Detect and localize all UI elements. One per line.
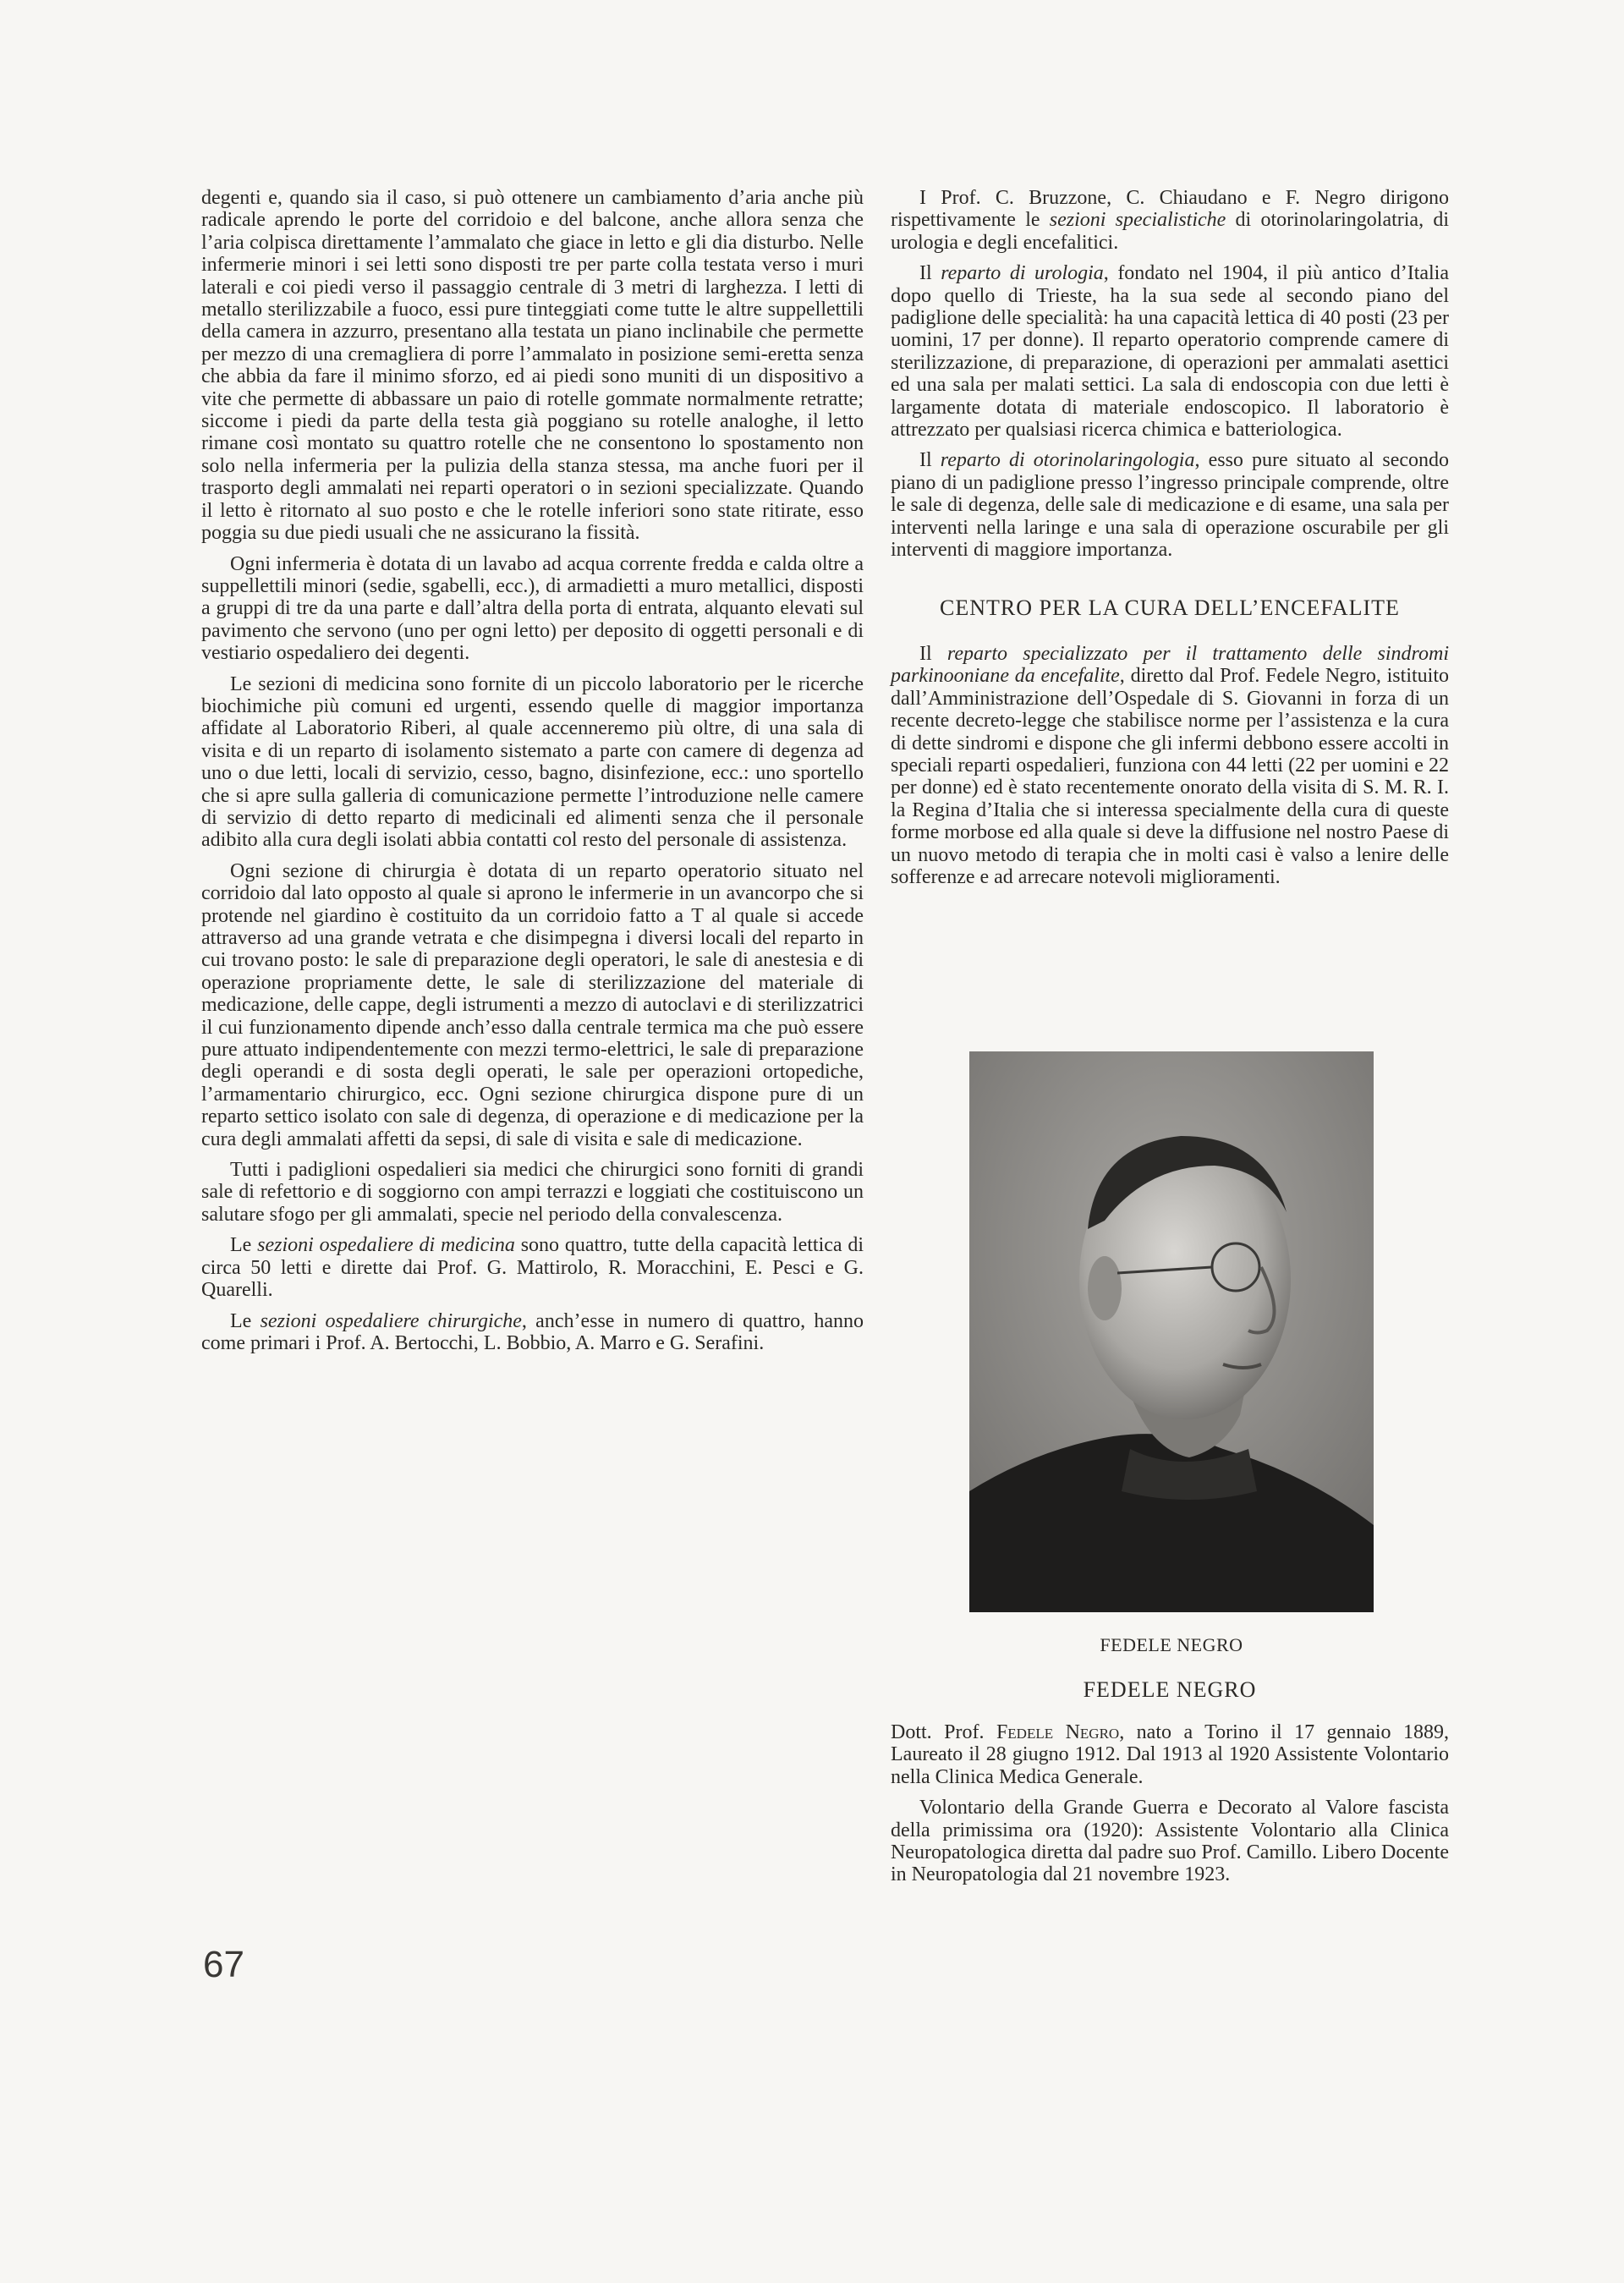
text-run: , diretto dal Prof. Fedele Negro, istituito dall’Amministrazione dell’Ospedale di S. Giovanni in forza di un recente decreto-legge che stabilisce norme per l’assistenza e la cura di dette sindromi e dispone che gli infermi debbono essere accolti in speciali reparti ospedalieri, funziona con 44 letti (22 per uomini e 22 per donne) ed è stato recentemente onorato della visita di S. M. R. I. la Regina d’Italia che si interessa specialmente della cura di queste forme morbose ed alla quale si deve la diffusione nel nostro Paese di un nuovo metodo di terapia che in molti casi è valso a lenire delle sofferenze e ad arrecare notevoli miglioramenti. — [891, 665, 1449, 888]
paragraph: Tutti i padiglioni ospedalieri sia medici che chirurgici sono forniti di grandi sale di refettorio e di soggiorno con ampi terrazzi e loggiati che costituiscono un salutare sfogo per gli ammalati, specie nel periodo della convalescenza. — [201, 1159, 864, 1226]
paragraph: Le sezioni di medicina sono fornite di un piccolo laboratorio per le ricerche biochimiche più comuni ed urgenti, essendo quelle di maggior importanza affidate al Laboratorio Riberi, al quale accenneremo più oltre, di una sala di visita e di un reparto di isolamento sistemato a parte con camere di degenza ad uno o due letti, locali di servizio, cesso, bagno, disinfezione, ecc.: uno sportello che si apre sulla galleria di comunicazione permette l’introduzione nelle camere di servizio di detto reparto di medicinali ed alimenti senza che il personale adibito alla cura degli isolati abbia contatti col resto del personale di assistenza. — [201, 672, 864, 852]
text-run: Il — [919, 449, 941, 472]
paragraph: degenti e, quando sia il caso, si può ottenere un cambiamento d’aria anche più radicale aprendo le porte del corridoio e del balcone, anche allora senza che l’aria colpisca direttamente l’ammalato che giace in letto e gli dia disturbo. Nelle infermerie minori i sei letti sono disposti tre per parte colla testata verso i muri laterali e coi piedi verso il passaggio centrale di 3 metri di larghezza. I letti di metallo sterilizzabile a fuoco, essi pure tinteggiati come tutte le altre suppellettili della camera in azzurro, presentano alla testata un piano inclinabile che permette per mezzo di una cremagliera di porre l’ammalato in posizione semi-eretta senza che abbia da fare il minimo sforzo, ed ai piedi sono muniti di un dispositivo a vite che permette di abbassare un paio di rotelle gommate normalmente retratte; siccome i piedi da parte della testa già poggiano su rotelle analoghe, il letto rimane così montato su quattro rotelle che ne consentono lo spostamento non solo nella infermeria per la pulizia della stanza stessa, ma anche fuori per il trasporto degli ammalati nei reparti operatori o in sezioni specializzate. Quando il letto è ritornato al suo posto e che le rotelle inferiori sono state ritirate, esso poggia su due piedi usuali che ne assicurano la fissità. — [201, 187, 864, 545]
italic-term: sezioni specialistiche — [1049, 209, 1226, 232]
bio-heading: FEDELE NEGRO — [1083, 1677, 1257, 1702]
section-heading: CENTRO PER LA CURA DELL’ENCEFALITE — [940, 595, 1400, 620]
right-text-column — [891, 187, 1449, 897]
portrait-illustration — [969, 1051, 1374, 1612]
italic-term: sezioni ospedaliere di medicina — [257, 1234, 515, 1257]
text-run: Le — [230, 1309, 261, 1332]
paragraph — [201, 1310, 864, 1355]
italic-term: reparto di urologia — [941, 262, 1104, 285]
paragraph — [891, 262, 1449, 441]
text-run: , esso pure situato al secondo piano di un padiglione presso l’ingresso principale comprende, oltre le sale di degenza, delle sale di medicazione e di esame, una sala per interventi nella laringe e una sala di operazione oscurabile per gli interventi di maggiore importanza. — [891, 449, 1449, 562]
italic-term: reparto specializzato per il trattamento delle sindromi parkinooniane da encefalite — [891, 642, 1449, 688]
left-text-column — [201, 187, 864, 1363]
page-number: 67 — [203, 1944, 244, 1985]
text-run: Il — [919, 642, 947, 665]
text-run: , fondato nel 1904, il più antico d’Italia dopo quello di Trieste, ha la sua sede al secondo piano del padiglione delle specialità: ha una capacità lettica di 40 posti (23 per uomini, 17 per donne). Il reparto operatorio comprende camere di sterilizzazione, di preparazione, di operazioni per ammalati asettici ed una sala per malati settici. La sala di endoscopia con due letti è largamente dotata di materiale endoscopico. Il laboratorio è attrezzato per qualsiasi ricerca chimica e batteriologica. — [891, 262, 1449, 442]
photo-caption: FEDELE NEGRO — [1100, 1634, 1243, 1655]
paragraph: Ogni sezione di chirurgia è dotata di un reparto operatorio situato nel corridoio dal lato opposto al quale si aprono le infermerie in un avancorpo che si protende nel giardino è costituito da un corridoio fatto a T al quale si accede attraverso ad una grande vetrata e che disimpegna i diversi locali del reparto in cui trovano posto: le sale di preparazione degli operatori, le sale di anestesia e di operazione propriamente dette, le sale di sterilizzazione del materiale di medicazione, delle cappe, degli istrumenti a mezzo di autoclavi e di sterilizzatrici il cui funzionamento dipende anch’esso dalla centrale termica ma che può essere pure attuato indipendentemente con mezzi termo-elettrici, le sale di preparazione degli operandi e di sosta degli operati, le sale per operazioni ortopediche, l’armamentario chirurgico, ecc. Ogni sezione chirurgica dispone pure di un reparto settico isolato con sale di degenza, di operazione e di medicazione per la cura degli ammalati affetti da sepsi, di sale di visita e sale di medicazione. — [201, 859, 864, 1150]
text-run: Le — [230, 1234, 258, 1257]
person-name: Fedele Negro — [996, 1721, 1120, 1743]
italic-term: reparto di otorinolaringologia — [940, 449, 1195, 472]
text-run: sono quattro, tutte della capacità lettica di circa 50 letti e dirette dai Prof. G. Mattirolo, R. Moracchini, E. Pesci e G. Quarelli. — [201, 1234, 864, 1302]
paragraph — [891, 187, 1449, 254]
paragraph: Volontario della Grande Guerra e Decorato al Valore fascista della primissima ora (1920): Assistente Volontario alla Clinica Neuropatologica diretta dal padre suo Prof. Camillo. Libero Docente in Neuropatologia dal 21 novembre 1923. — [891, 1797, 1449, 1886]
paragraph: Ogni infermeria è dotata di un lavabo ad acqua corrente fredda e calda oltre a suppellettili minori (sedie, sgabelli, ecc.), di armadietti a muro metallici, disposti a gruppi di tre da una parte e dall’altra della porta di entrata, alquanto elevati sul pavimento che servono (uno per ogni letto) per deposito di oggetti personali e di vestiario ospedaliero dei degenti. — [201, 552, 864, 665]
text-run: Il — [919, 262, 941, 285]
bio-text — [891, 1721, 1449, 1895]
text-run: I Prof. C. Bruzzone, C. Chiaudano e F. Negro dirigono rispettivamente le — [891, 187, 1449, 232]
paragraph — [891, 449, 1449, 561]
paragraph — [891, 643, 1449, 888]
text-run: , anch’esse in numero di quattro, hanno come primari i Prof. A. Bertocchi, L. Bobbio, A. Marro e G. Serafini. — [201, 1309, 864, 1354]
italic-term: sezioni ospedaliere chirurgiche — [260, 1309, 522, 1332]
text-run: Dott. Prof. — [891, 1721, 996, 1743]
text-run: , nato a Torino il 17 gennaio 1889, Laureato il 28 giugno 1912. Dal 1913 al 1920 Assistente Volontario nella Clinica Medica Generale. — [891, 1721, 1449, 1788]
portrait-photo — [969, 1051, 1374, 1612]
paragraph — [891, 1721, 1449, 1788]
text-run: di otorinolaringolatria, di urologia e degli encefalitici. — [891, 209, 1449, 254]
paragraph — [201, 1234, 864, 1301]
